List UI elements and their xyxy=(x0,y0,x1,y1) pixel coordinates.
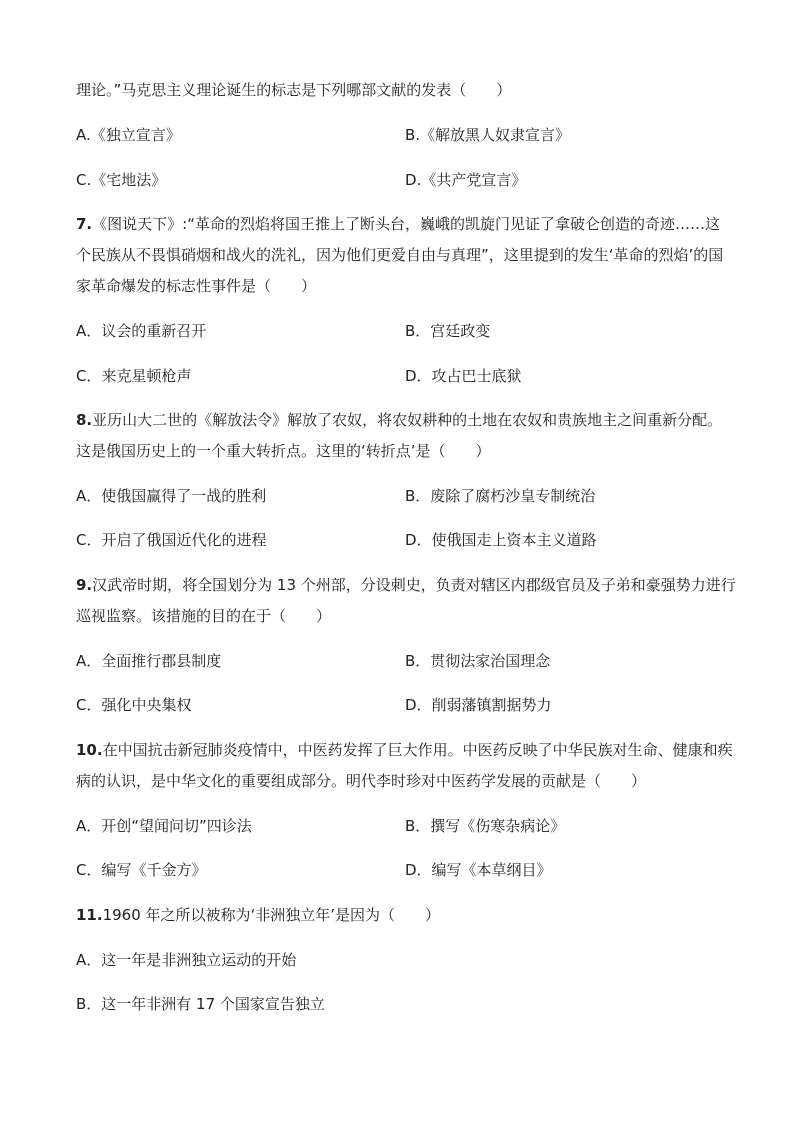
q9-text-1: 汉武帝时期，将全国划分为 13 个州部，分设刺史，负责对辖区内郡级官员及子弟和豪强势力进行 xyxy=(92,576,736,594)
q6-option-a[interactable]: A.《独立宣言》 xyxy=(76,126,181,144)
q8-option-d[interactable]: D．使俄国走上资本主义道路 xyxy=(405,531,597,549)
q10-option-c[interactable]: C．编写《千金方》 xyxy=(76,861,207,879)
q7-stem-line-2: 个民族从不畏惧硝烟和战火的洗礼，因为他们更爱自由与真理”，这里提到的发生‘革命的烈焰’的国 xyxy=(76,246,724,264)
q9-stem-line-1 xyxy=(76,575,736,595)
q7-stem-line-3: 家革命爆发的标志性事件是（ ） xyxy=(76,277,317,295)
q11-text-1: 1960 年之所以被称为‘非洲独立年’是因为（ ） xyxy=(102,906,441,924)
q10-option-a[interactable]: A．开创“望闻问切”四诊法 xyxy=(76,817,252,835)
q11-number: 11. xyxy=(76,906,103,924)
q8-number: 8. xyxy=(76,411,93,429)
q7-option-c[interactable]: C．来克星顿枪声 xyxy=(76,367,192,385)
q10-option-b[interactable]: B．撰写《伤寒杂病论》 xyxy=(405,817,566,835)
q9-option-d[interactable]: D．削弱藩镇割据势力 xyxy=(405,696,552,714)
q8-option-b[interactable]: B．废除了腐朽沙皇专制统治 xyxy=(405,487,596,505)
q8-option-a[interactable]: A．使俄国赢得了一战的胜利 xyxy=(76,487,267,505)
q6-option-d[interactable]: D.《共产党宣言》 xyxy=(405,171,527,189)
q10-number: 10. xyxy=(76,741,103,759)
q9-stem-line-2: 巡视监察。该措施的目的在于（ ） xyxy=(76,607,332,625)
q7-number: 7. xyxy=(76,215,93,233)
q9-option-c[interactable]: C．强化中央集权 xyxy=(76,696,192,714)
q7-stem-line-1 xyxy=(76,214,720,234)
q8-stem-line-1 xyxy=(76,410,722,430)
q8-stem-line-2: 这是俄国历史上的一个重大转折点。这里的‘转折点’是（ ） xyxy=(76,442,491,460)
q9-option-a[interactable]: A．全面推行郡县制度 xyxy=(76,652,222,670)
q6-stem-tail: 理论。”马克思主义理论诞生的标志是下列哪部文献的发表（ ） xyxy=(76,81,512,99)
q6-option-c[interactable]: C.《宅地法》 xyxy=(76,171,167,189)
q11-option-b[interactable]: B．这一年非洲有 17 个国家宣告独立 xyxy=(76,995,325,1013)
q7-option-b[interactable]: B．宫廷政变 xyxy=(405,322,491,340)
q10-option-d[interactable]: D．编写《本草纲目》 xyxy=(405,861,552,879)
q7-option-a[interactable]: A．议会的重新召开 xyxy=(76,322,207,340)
q8-option-c[interactable]: C．开启了俄国近代化的进程 xyxy=(76,531,267,549)
q10-stem-line-2: 病的认识，是中华文化的重要组成部分。明代李时珍对中医药学发展的贡献是（ ） xyxy=(76,772,647,790)
q11-stem-line-1 xyxy=(76,905,440,925)
q9-number: 9. xyxy=(76,576,93,594)
q9-option-b[interactable]: B．贯彻法家治国理念 xyxy=(405,652,551,670)
q10-stem-line-1 xyxy=(76,740,733,760)
q10-text-1: 在中国抗击新冠肺炎疫情中，中医药发挥了巨大作用。中医药反映了中华民族对生命、健康和疾 xyxy=(102,741,733,759)
q6-option-b[interactable]: B.《解放黑人奴隶宣言》 xyxy=(405,126,571,144)
q8-text-1: 亚历山大二世的《解放法令》解放了农奴，将农奴耕种的土地在农奴和贵族地主之间重新分配。 xyxy=(92,411,723,429)
q11-option-a[interactable]: A．这一年是非洲独立运动的开始 xyxy=(76,951,297,969)
q7-option-d[interactable]: D．攻占巴士底狱 xyxy=(405,367,522,385)
q7-text-1: 《图说天下》:“革命的烈焰将国王推上了断头台，巍峨的凯旋门见证了拿破仑创造的奇迹……这 xyxy=(92,215,720,233)
